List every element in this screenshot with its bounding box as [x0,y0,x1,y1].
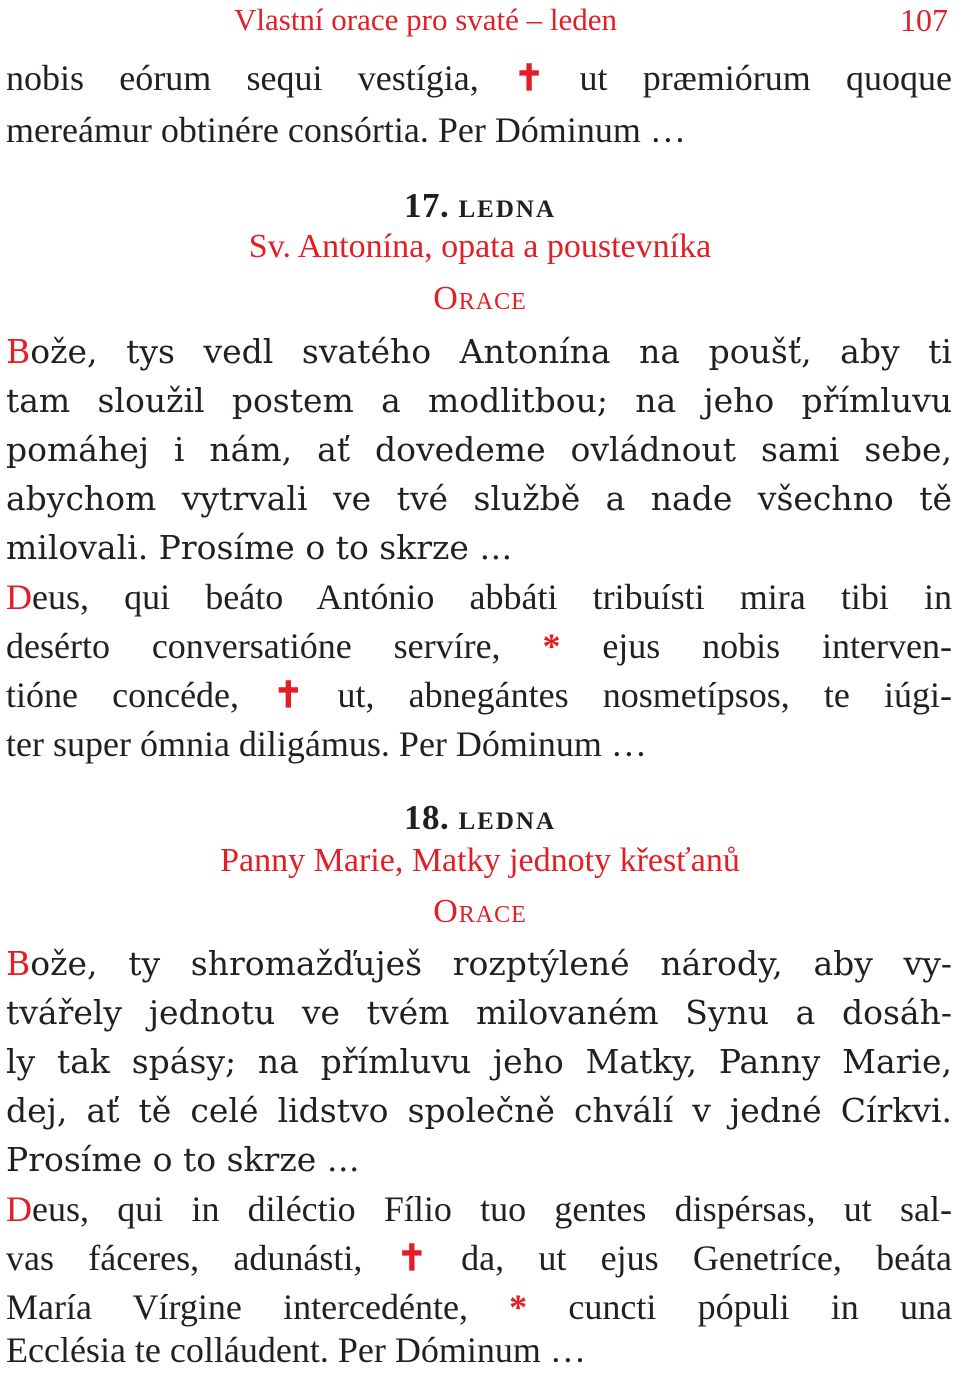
cross-mark-icon: ✝ [273,675,304,715]
czech-prayer-line: ly tak spásy; na přímluvu jeho Matky, Panny Marie, [6,1042,952,1081]
latin-prayer-line [6,577,952,617]
prayer-text: eus, qui beáto António abbáti tribuísti mira tibi in [32,577,952,617]
saint-title-panny-marie: Panny Marie, Matky jednoty křesťanů [220,842,740,879]
continuation-text: ut præmiórum quoque [579,58,953,98]
prayer-text: vas fáceres, adunásti, [6,1238,363,1278]
continuation-text: nobis eórum sequi vestígia, [6,58,479,98]
czech-prayer-line: pomáhej i nám, ať dovedeme ovládnout sami sebe, [6,430,952,469]
date-month: ledna [458,186,556,225]
red-initial: B [6,944,31,983]
latin-prayer-line [6,1189,952,1229]
prayer-text: ože, ty shromažďuješ rozptýlené národy, aby vy- [30,944,952,983]
page-number: 107 [900,2,948,38]
prayer-text: tióne concéde, [6,675,240,715]
date-month: ledna [458,798,556,837]
czech-prayer-line: Prosíme o to skrze … [6,1140,360,1179]
czech-prayer-line: tam sloužil postem a modlitbou; na jeho přímluvu [6,381,952,420]
czech-prayer-line [6,944,952,984]
continuation-line-1 [6,58,952,98]
date-number: 17. [403,186,450,225]
prayer-text: ože, tys vedl svatého Antonína na poušť, aby ti [30,332,952,371]
cross-mark-icon: ✝ [514,58,545,98]
asterisk-mark-icon: * [542,626,561,666]
red-initial: D [6,577,32,617]
prayer-text: ut, abnegántes nosmetípsos, te iúgi- [337,675,953,715]
orace-label: Orace [433,893,527,930]
running-head [0,0,960,40]
prayer-text: desérto conversatióne servíre, [6,626,501,666]
prayer-text: cuncti pópuli in una [568,1287,952,1327]
czech-prayer-line: milovali. Prosíme o to skrze … [6,528,513,567]
date-number: 18. [403,798,450,837]
cross-mark-icon: ✝ [396,1238,427,1278]
latin-prayer-line: ter super ómnia diligámus. Per Dóminum … [6,724,647,764]
asterisk-mark-icon: * [509,1287,528,1327]
date-heading-17 [0,186,960,226]
czech-prayer-line: dej, ať tě celé lidstvo společně chválí v jedné Církvi. [6,1091,952,1130]
czech-prayer-line: abychom vytrvali ve tvé službě a nade všechno tě [6,479,952,518]
latin-prayer-line: Ecclésia te colláudent. Per Dóminum … [6,1330,586,1370]
prayer-text: eus, qui in diléctio Fílio tuo gentes dispérsas, ut sal- [32,1189,952,1229]
latin-prayer-line [6,675,952,715]
date-heading-18 [0,798,960,838]
latin-prayer-line [6,626,952,666]
prayer-text: ejus nobis interven- [602,626,952,666]
czech-prayer-line [6,332,952,372]
prayer-text: da, ut ejus Genetríce, beáta [461,1238,953,1278]
red-initial: B [6,332,31,371]
czech-prayer-line: tvářely jednotu ve tvém milovaném Synu a dosáh- [6,993,952,1032]
continuation-line-2: mereámur obtinére consórtia. Per Dóminum … [6,110,686,150]
saint-title-antonin: Sv. Antonína, opata a poustevníka [248,228,712,265]
latin-prayer-line [6,1287,952,1327]
red-initial: D [6,1189,32,1229]
orace-label: Orace [433,280,527,317]
latin-prayer-line [6,1238,952,1278]
running-title: Vlastní orace pro svaté – leden [234,2,618,37]
prayer-text: María Vírgine intercedénte, [6,1287,468,1327]
